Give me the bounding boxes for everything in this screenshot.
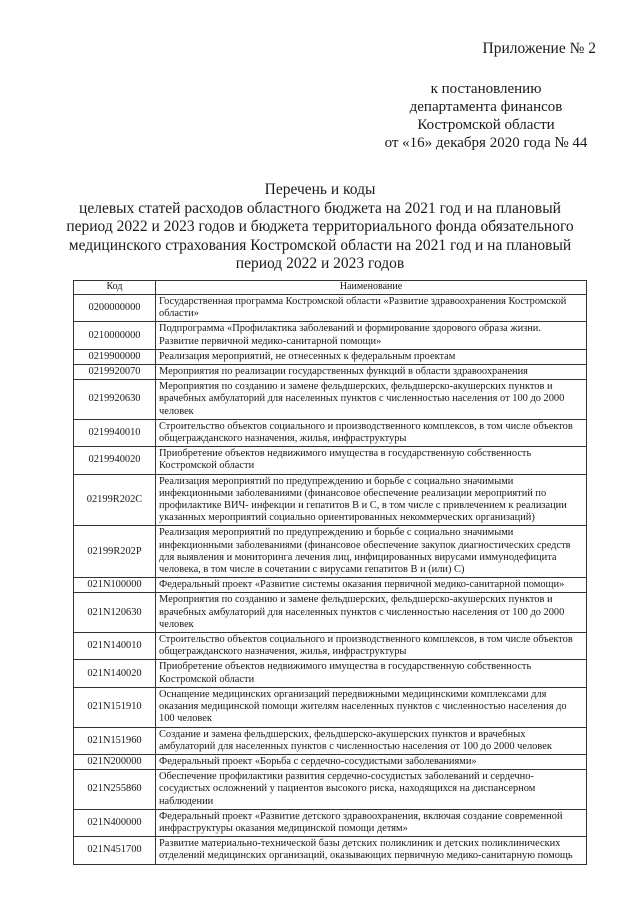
row-name: Реализация мероприятий по предупреждению и борьбе с социально значимыми инфекционными заболеваниями (финансовое обеспечение закупок диагностических средств для выявления и мониторинга лечения лиц, инфицированных вирусами иммунодефицита человека, в том числе в сочетании с вирусами гепатитов B и (или) C) <box>156 526 587 578</box>
row-code: 0219940010 <box>74 419 156 446</box>
row-name: Мероприятия по созданию и замене фельдшерских, фельдшерско-акушерских пунктов и врачебных амбулаторий для населенных пунктов с численностью населения от 100 до 2000 человек <box>156 593 587 633</box>
table-row <box>74 447 587 474</box>
header-code: Код <box>74 281 156 295</box>
table-row <box>74 837 587 864</box>
row-name: Подпрограмма «Профилактика заболеваний и формирование здорового образа жизни. Развитие первичной медико-санитарной помощи» <box>156 322 587 349</box>
row-name: Приобретение объектов недвижимого имущества в государственную собственность Костромской области <box>156 660 587 687</box>
table-row <box>74 349 587 364</box>
row-code: 021N140010 <box>74 633 156 660</box>
table-row <box>74 380 587 420</box>
table-body <box>74 295 587 865</box>
row-name: Обеспечение профилактики развития сердечно-сосудистых заболеваний и сердечно-сосудистых осложнений у пациентов высокого риска, находящихся на диспансерном наблюдении <box>156 770 587 810</box>
table-row <box>74 727 587 754</box>
table-row <box>74 633 587 660</box>
row-code: 021N100000 <box>74 578 156 593</box>
table-row <box>74 660 587 687</box>
row-code: 021N200000 <box>74 754 156 769</box>
row-code: 0219920070 <box>74 365 156 380</box>
row-name: Создание и замена фельдшерских, фельдшерско-акушерских пунктов и врачебных амбулаторий для населенных пунктов с численностью населения от 100 до 2000 человек <box>156 727 587 754</box>
title-line: целевых статей расходов областного бюджета на 2021 год и на плановый <box>79 199 561 217</box>
row-name: Строительство объектов социального и производственного комплексов, в том числе объектов общегражданского назначения, жилья, инфраструктуры <box>156 419 587 446</box>
row-code: 021N151960 <box>74 727 156 754</box>
row-code: 021N255860 <box>74 770 156 810</box>
row-code: 0219940020 <box>74 447 156 474</box>
row-name: Мероприятия по созданию и замене фельдшерских, фельдшерско-акушерских пунктов и врачебных амбулаторий для населенных пунктов с численностью населения от 100 до 2000 человек <box>156 380 587 420</box>
row-code: 02199R202C <box>74 474 156 526</box>
row-name: Государственная программа Костромской области «Развитие здравоохранения Костромской области» <box>156 295 587 322</box>
header-name: Наименование <box>156 281 587 295</box>
row-name: Мероприятия по реализации государственных функций в области здравоохранения <box>156 365 587 380</box>
header-line: от «16» декабря 2020 года № 44 <box>384 135 588 151</box>
title-line: медицинского страхования Костромской области на 2021 год и на плановый <box>68 236 572 254</box>
row-code: 021N151910 <box>74 687 156 727</box>
row-code: 021N400000 <box>74 809 156 836</box>
row-code: 0219900000 <box>74 349 156 364</box>
table-row <box>74 474 587 526</box>
row-name: Федеральный проект «Развитие детского здравоохранения, включая создание современной инфраструктуры оказания медицинской помощи детям» <box>156 809 587 836</box>
appendix-label: Приложение № 2 <box>482 40 596 57</box>
table-header-row <box>74 281 587 295</box>
row-name: Реализация мероприятий, не отнесенных к федеральным проектам <box>156 349 587 364</box>
table-row <box>74 365 587 380</box>
header-line: к постановлению <box>430 81 542 97</box>
title-line: период 2022 и 2023 годов <box>235 255 405 272</box>
table-row <box>74 526 587 578</box>
row-code: 0200000000 <box>74 295 156 322</box>
table-row <box>74 419 587 446</box>
title-line: период 2022 и 2023 годов и бюджета территориального фонда обязательного <box>66 218 574 235</box>
table-row <box>74 770 587 810</box>
table-row <box>74 754 587 769</box>
codes-table <box>73 280 587 865</box>
header-line: департамента финансов <box>409 99 563 115</box>
table-row <box>74 687 587 727</box>
table-row <box>74 578 587 593</box>
row-name: Приобретение объектов недвижимого имущества в государственную собственность Костромской области <box>156 447 587 474</box>
table-row <box>74 295 587 322</box>
table-row <box>74 809 587 836</box>
row-code: 0210000000 <box>74 322 156 349</box>
table-row <box>74 322 587 349</box>
row-code: 02199R202P <box>74 526 156 578</box>
document-title <box>60 181 580 274</box>
row-name: Строительство объектов социального и производственного комплексов, в том числе объектов общегражданского назначения, жилья, инфраструктуры <box>156 633 587 660</box>
row-code: 021N120630 <box>74 593 156 633</box>
row-code: 021N451700 <box>74 837 156 864</box>
row-name: Реализация мероприятий по предупреждению и борьбе с социально значимыми инфекционными заболеваниями (финансовое обеспечение реализации мероприятий по профилактике ВИЧ- инфекции и гепатитов B и C, в том числе с привлечением к реализации указанных мероприятий социально ориентированных некоммерческих организаций) <box>156 474 587 526</box>
row-name: Развитие материально-технической базы детских поликлиник и детских поликлинических отделений медицинских организаций, оказывающих первичную медико-санитарную помощь <box>156 837 587 864</box>
header-line: Костромской области <box>417 117 555 133</box>
row-name: Оснащение медицинских организаций передвижными медицинскими комплексами для оказания медицинской помощи жителям населенных пунктов с численностью населения до 100 человек <box>156 687 587 727</box>
row-name: Федеральный проект «Борьба с сердечно-сосудистыми заболеваниями» <box>156 754 587 769</box>
document-header <box>376 40 596 152</box>
table-row <box>74 593 587 633</box>
row-name: Федеральный проект «Развитие системы оказания первичной медико-санитарной помощи» <box>156 578 587 593</box>
title-line: Перечень и коды <box>264 181 376 198</box>
row-code: 021N140020 <box>74 660 156 687</box>
row-code: 0219920630 <box>74 380 156 420</box>
